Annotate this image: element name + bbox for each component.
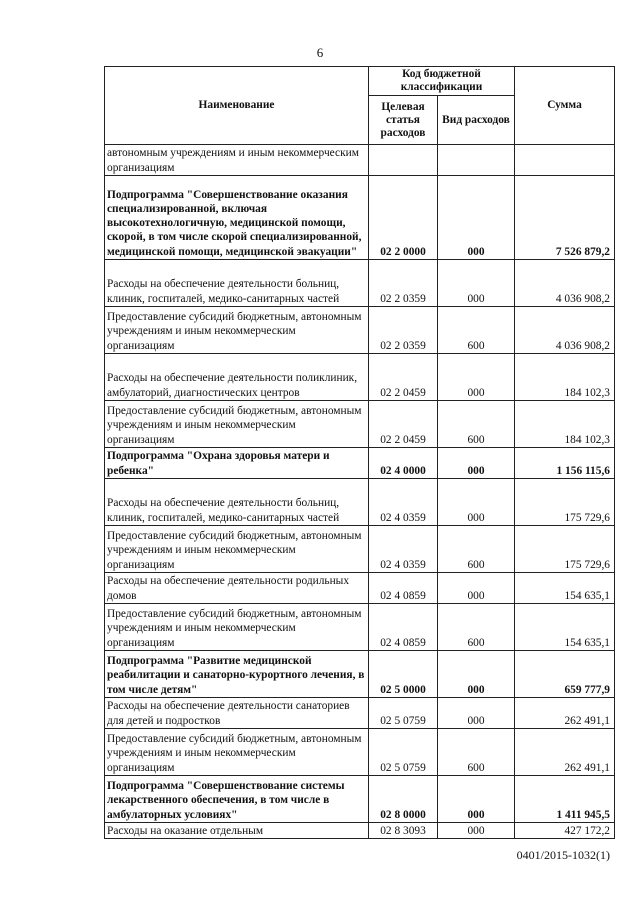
header-name: Наименование [105,67,369,145]
row-target-article: 02 2 0359 [369,260,438,307]
row-target-article: 02 4 0000 [369,448,438,479]
table-row [105,479,615,526]
row-target-article: 02 5 0000 [369,651,438,698]
row-sum: 7 526 879,2 [515,176,615,260]
row-sum: 659 777,9 [515,651,615,698]
header-sum: Сумма [515,67,615,145]
row-sum [515,145,615,176]
row-target-article: 02 8 0000 [369,776,438,823]
table-row [105,573,615,604]
table-row [105,651,615,698]
row-sum: 427 172,2 [515,823,615,839]
row-target-article: 02 2 0000 [369,176,438,260]
row-sum: 154 635,1 [515,604,615,651]
row-target-article: 02 5 0759 [369,729,438,776]
row-name: Предоставление субсидий бюджетным, автономным учреждениям и иным некоммерческим организациям [105,307,369,354]
table-row [105,698,615,729]
row-target-article: 02 2 0459 [369,401,438,448]
row-expense-type: 600 [438,307,515,354]
row-name: Расходы на обеспечение деятельности родильных домов [105,573,369,604]
row-sum: 1 411 945,5 [515,776,615,823]
row-target-article: 02 4 0859 [369,573,438,604]
row-sum: 175 729,6 [515,479,615,526]
row-target-article [369,145,438,176]
row-expense-type [438,145,515,176]
row-sum: 4 036 908,2 [515,307,615,354]
row-name: Подпрограмма "Совершенствование оказания специализированной, включая высокотехнологичную, медицинской помощи, скорой, в том числе скорой специализированной, медицинской помощи, медицинской эвакуации" [105,176,369,260]
row-sum: 262 491,1 [515,698,615,729]
row-expense-type: 000 [438,573,515,604]
row-target-article: 02 8 3093 [369,823,438,839]
row-target-article: 02 2 0359 [369,307,438,354]
table-row [105,145,615,176]
row-expense-type: 000 [438,698,515,729]
table-row [105,354,615,401]
row-expense-type: 600 [438,729,515,776]
row-name: Предоставление субсидий бюджетным, автономным учреждениям и иным некоммерческим организациям [105,526,369,573]
row-expense-type: 600 [438,604,515,651]
row-expense-type: 000 [438,448,515,479]
row-expense-type: 000 [438,354,515,401]
row-name: Предоставление субсидий бюджетным, автономным учреждениям и иным некоммерческим организациям [105,729,369,776]
row-name: Расходы на обеспечение деятельности поликлиник, амбулаторий, диагностических центров [105,354,369,401]
row-target-article: 02 4 0359 [369,479,438,526]
table-body [105,145,615,839]
budget-table [104,66,615,839]
row-target-article: 02 4 0359 [369,526,438,573]
table-row [105,260,615,307]
row-target-article: 02 5 0759 [369,698,438,729]
table-row [105,823,615,839]
row-name: Подпрограмма "Охрана здоровья матери и ребенка" [105,448,369,479]
row-name: Расходы на обеспечение деятельности больниц, клиник, госпиталей, медико-санитарных частей [105,479,369,526]
row-sum: 184 102,3 [515,354,615,401]
table-row [105,526,615,573]
row-target-article: 02 4 0859 [369,604,438,651]
table-row [105,604,615,651]
header-expense-type: Вид расходов [438,96,515,145]
row-name: Предоставление субсидий бюджетным, автономным учреждениям и иным некоммерческим организациям [105,604,369,651]
row-sum: 175 729,6 [515,526,615,573]
header-budget-code: Код бюджетной классификации [369,67,515,96]
row-name: Предоставление субсидий бюджетным, автономным учреждениям и иным некоммерческим организациям [105,401,369,448]
row-name: Подпрограмма "Совершенствование системы лекарственного обеспечения, в том числе в амбулаторных условиях" [105,776,369,823]
row-sum: 4 036 908,2 [515,260,615,307]
table-row [105,776,615,823]
row-name: Расходы на обеспечение деятельности больниц, клиник, госпиталей, медико-санитарных частей [105,260,369,307]
row-expense-type: 000 [438,176,515,260]
row-name: Расходы на оказание отдельным [105,823,369,839]
row-sum: 262 491,1 [515,729,615,776]
table-row [105,401,615,448]
row-target-article: 02 2 0459 [369,354,438,401]
document-code: 0401/2015-1032(1) [516,848,610,862]
row-sum: 1 156 115,6 [515,448,615,479]
row-expense-type: 600 [438,401,515,448]
row-expense-type: 000 [438,823,515,839]
row-sum: 184 102,3 [515,401,615,448]
row-name: Расходы на обеспечение деятельности санаториев для детей и подростков [105,698,369,729]
row-expense-type: 000 [438,776,515,823]
row-expense-type: 000 [438,260,515,307]
table-row [105,176,615,260]
table-row [105,729,615,776]
page-number: 6 [316,45,324,60]
header-target-article: Целевая статья расходов [369,96,438,145]
row-sum: 154 635,1 [515,573,615,604]
row-expense-type: 000 [438,479,515,526]
table-row [105,307,615,354]
table-row [105,448,615,479]
row-name: Подпрограмма "Развитие медицинской реабилитации и санаторно-курортного лечения, в том числе детям" [105,651,369,698]
row-expense-type: 600 [438,526,515,573]
row-expense-type: 000 [438,651,515,698]
row-name: автономным учреждениям и иным некоммерческим организациям [105,145,369,176]
